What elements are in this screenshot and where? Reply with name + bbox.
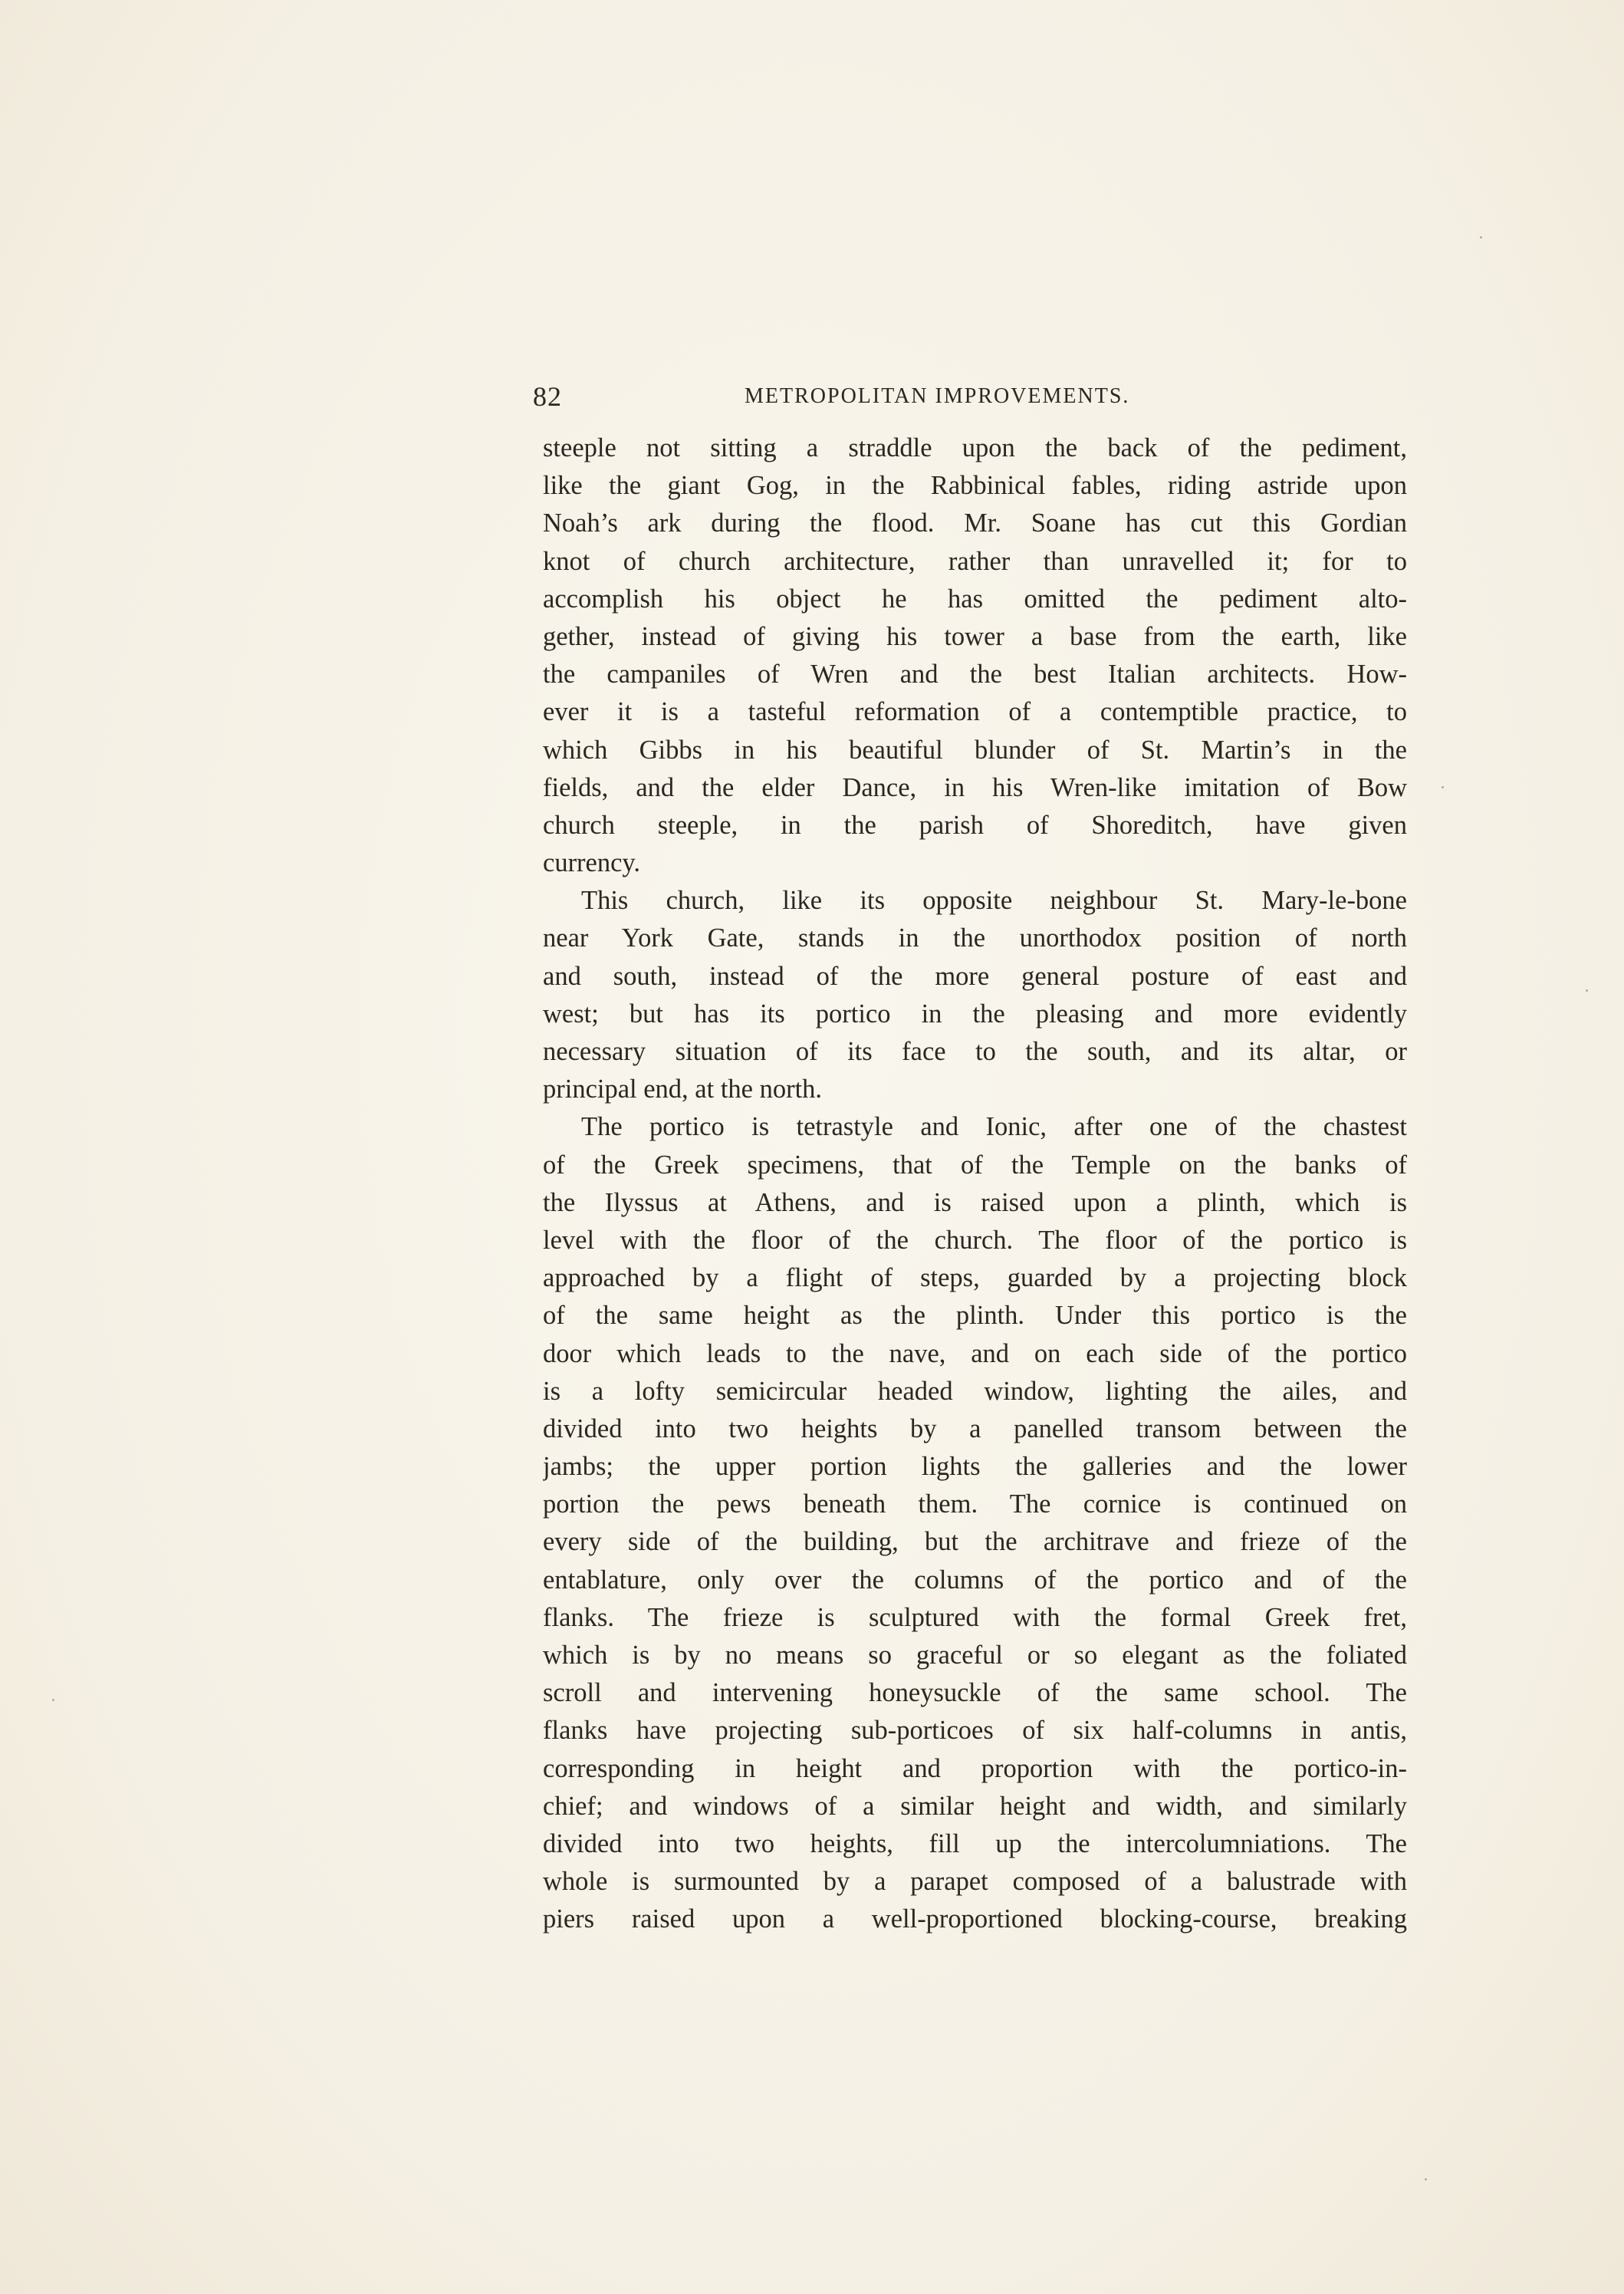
- text-line: which is by no means so graceful or so elegant as the foliated: [543, 1641, 1407, 1670]
- text-line: whole is surmounted by a parapet composed of a balustrade with: [543, 1867, 1407, 1897]
- body-text: [543, 430, 1407, 1939]
- text-line: every side of the building, but the architrave and frieze of the: [543, 1527, 1407, 1557]
- text-line: portion the pews beneath them. The cornice is continued on: [543, 1489, 1407, 1519]
- text-line: approached by a flight of steps, guarded by a projecting block: [543, 1263, 1407, 1293]
- text-line: of the same height as the plinth. Under this portico is the: [543, 1301, 1407, 1331]
- text-line: west; but has its portico in the pleasing and more evidently: [543, 999, 1407, 1029]
- page-header: [533, 377, 1415, 416]
- text-line: jambs; the upper portion lights the galleries and the lower: [543, 1452, 1407, 1482]
- text-line: ever it is a tasteful reformation of a contemptible practice, to: [543, 697, 1407, 727]
- text-line: divided into two heights by a panelled transom between the: [543, 1414, 1407, 1443]
- text-line: level with the floor of the church. The floor of the portico is: [543, 1225, 1407, 1255]
- text-line: piers raised upon a well-proportioned blocking-course, breaking: [543, 1904, 1407, 1934]
- text-line: currency.: [543, 848, 641, 878]
- text-line: scroll and intervening honeysuckle of the same school. The: [543, 1678, 1407, 1708]
- text-line: and south, instead of the more general posture of east and: [543, 961, 1407, 991]
- text-line: which Gibbs in his beautiful blunder of St. Martin’s in the: [543, 735, 1407, 765]
- text-line: accomplish his object he has omitted the pediment alto-: [543, 584, 1407, 614]
- text-line: church steeple, in the parish of Shoreditch, have given: [543, 810, 1407, 840]
- text-line: gether, instead of giving his tower a base from the earth, like: [543, 621, 1407, 651]
- paper-speck: [1480, 236, 1482, 239]
- text-line: of the Greek specimens, that of the Temple on the banks of: [543, 1150, 1407, 1180]
- text-line: door which leads to the nave, and on each side of the portico: [543, 1338, 1407, 1368]
- text-line: entablature, only over the columns of the portico and of the: [543, 1565, 1407, 1595]
- text-line: knot of church architecture, rather than unravelled it; for to: [543, 546, 1407, 576]
- text-line: chief; and windows of a similar height and width, and similarly: [543, 1791, 1407, 1821]
- text-line: flanks have projecting sub-porticoes of six half-columns in antis,: [543, 1716, 1407, 1746]
- text-line: like the giant Gog, in the Rabbinical fables, riding astride upon: [543, 471, 1407, 501]
- text-line: the campaniles of Wren and the best Italian architects. How-: [543, 660, 1407, 690]
- text-line: steeple not sitting a straddle upon the back of the pediment,: [543, 433, 1407, 462]
- running-head: METROPOLITAN IMPROVEMENTS.: [745, 384, 1130, 408]
- text-line: corresponding in height and proportion with the portico-in-: [543, 1753, 1407, 1783]
- text-line: flanks. The frieze is sculptured with the formal Greek fret,: [543, 1602, 1407, 1632]
- text-line: The portico is tetrastyle and Ionic, after one of the chastest: [581, 1112, 1407, 1142]
- text-line: This church, like its opposite neighbour St. Mary-le-bone: [581, 886, 1407, 916]
- text-line: necessary situation of its face to the south, and its altar, or: [543, 1037, 1407, 1066]
- paper-speck: [1586, 989, 1588, 992]
- text-line: the Ilyssus at Athens, and is raised upon a plinth, which is: [543, 1187, 1407, 1217]
- paper-speck: [1425, 2178, 1427, 2180]
- text-line: fields, and the elder Dance, in his Wren-like imitation of Bow: [543, 772, 1407, 802]
- text-line: near York Gate, stands in the unorthodox position of north: [543, 923, 1407, 953]
- page-number: 82: [533, 381, 562, 412]
- text-line: is a lofty semicircular headed window, lighting the ailes, and: [543, 1376, 1407, 1406]
- text-line: Noah’s ark during the flood. Mr. Soane has cut this Gordian: [543, 508, 1407, 538]
- paper-speck: [1442, 786, 1444, 788]
- paper-speck: [52, 1699, 54, 1701]
- text-line: divided into two heights, fill up the intercolumniations. The: [543, 1828, 1407, 1858]
- text-line: principal end, at the north.: [543, 1075, 823, 1104]
